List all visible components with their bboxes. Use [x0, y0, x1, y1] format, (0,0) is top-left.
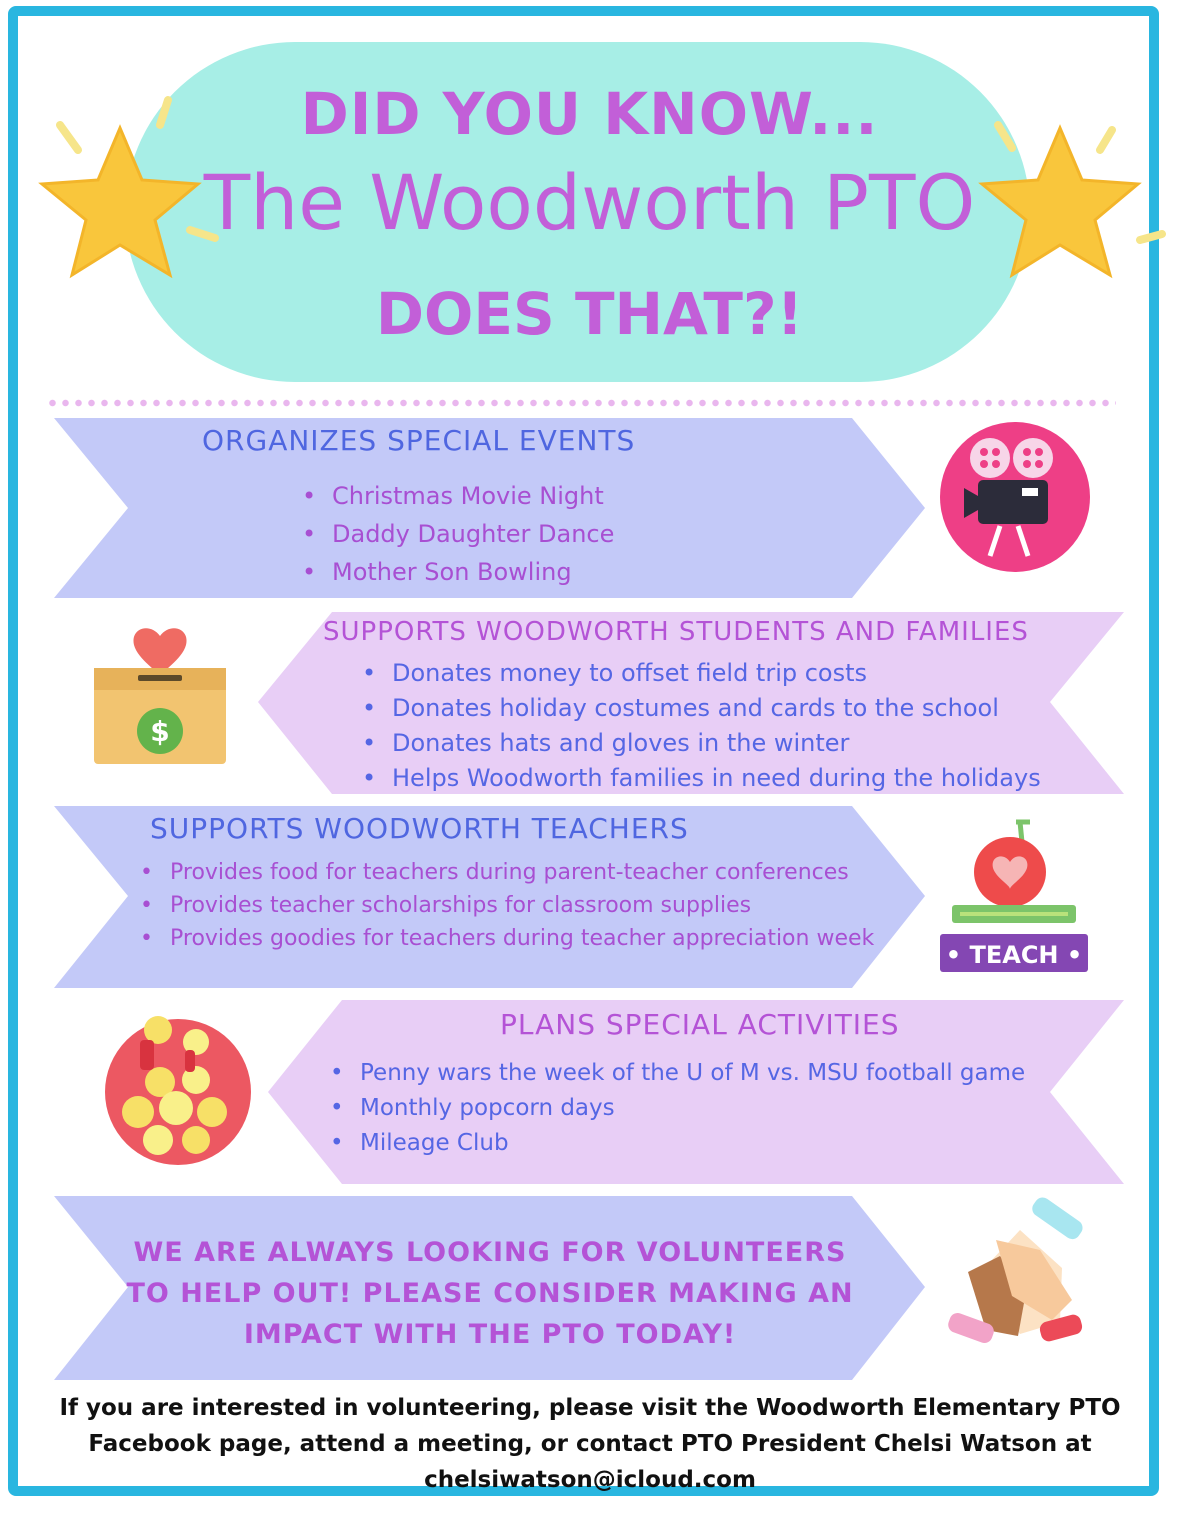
apple-books-icon	[940, 822, 1088, 972]
popcorn-icon	[105, 1016, 251, 1165]
section-title-events: ORGANIZES SPECIAL EVENTS	[202, 424, 636, 457]
footer-line-2: Facebook page, attend a meeting, or contact PTO President Chelsi Watson at	[88, 1431, 1092, 1457]
list-item: • Daddy Daughter Dance	[302, 515, 614, 553]
list-item: • Helps Woodworth families in need during the holidays	[362, 761, 1041, 796]
list-item: • Donates hats and gloves in the winter	[362, 726, 1041, 761]
volunteer-line-3: IMPACT WITH THE PTO TODAY!	[243, 1319, 737, 1350]
header-line-3: DOES THAT?!	[375, 280, 804, 348]
footer-contact	[40, 1390, 1140, 1498]
volunteer-line-1: WE ARE ALWAYS LOOKING FOR VOLUNTEERS	[133, 1237, 847, 1268]
high-five-icon	[946, 1194, 1086, 1345]
section-title-families: SUPPORTS WOODWORTH STUDENTS AND FAMILIES	[323, 617, 1029, 647]
list-item: • Provides teacher scholarships for classroom supplies	[140, 889, 874, 922]
list-item: • Provides goodies for teachers during teacher appreciation week	[140, 922, 874, 955]
header-line-2: The Woodworth PTO	[203, 158, 976, 247]
footer-email-link[interactable]: chelsiwatson@icloud.com	[424, 1467, 756, 1493]
section-title-activities: PLANS SPECIAL ACTIVITIES	[500, 1008, 900, 1041]
footer-line-1: If you are interested in volunteering, please visit the Woodworth Elementary PTO	[59, 1395, 1121, 1421]
list-item: • Donates holiday costumes and cards to the school	[362, 691, 1041, 726]
list-item: • Mileage Club	[330, 1126, 1025, 1161]
teach-label: • TEACH •	[945, 941, 1083, 969]
header-line-1: DID YOU KNOW...	[300, 80, 879, 148]
list-item: • Monthly popcorn days	[330, 1091, 1025, 1126]
list-item: • Christmas Movie Night	[302, 477, 614, 515]
section-title-teachers: SUPPORTS WOODWORTH TEACHERS	[150, 812, 689, 845]
movie-camera-icon	[940, 422, 1090, 572]
list-item: • Provides food for teachers during parent-teacher conferences	[140, 856, 874, 889]
list-item: • Donates money to offset field trip costs	[362, 656, 1041, 691]
list-item: • Penny wars the week of the U of M vs. MSU football game	[330, 1056, 1025, 1091]
donation-box-icon	[94, 628, 226, 764]
volunteer-line-2: TO HELP OUT! PLEASE CONSIDER MAKING AN	[126, 1278, 854, 1309]
list-item: • Mother Son Bowling	[302, 553, 614, 591]
svg-text:$: $	[150, 715, 170, 748]
